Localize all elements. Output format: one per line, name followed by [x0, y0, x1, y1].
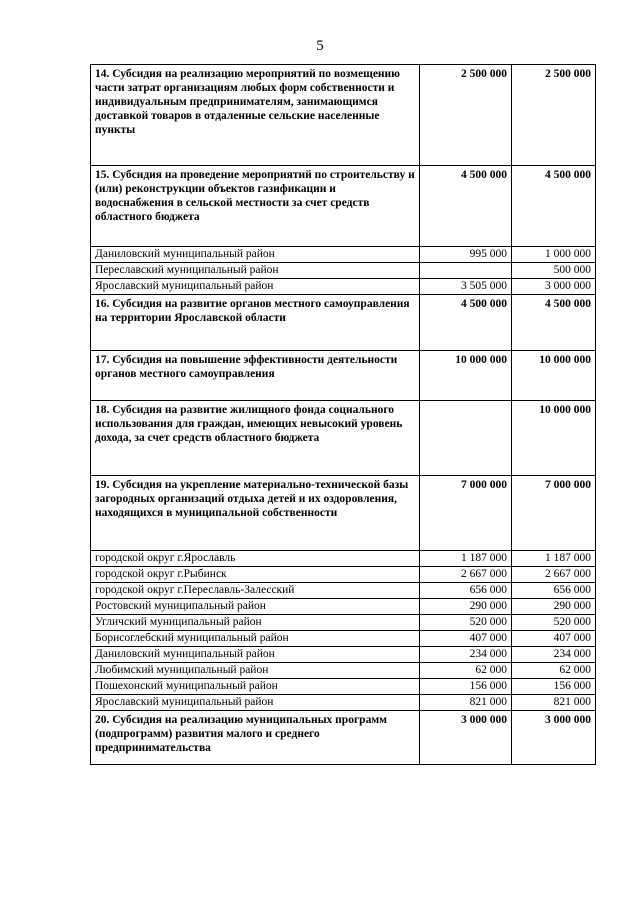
value-cell-1: 995 000: [420, 247, 512, 263]
value-cell-2: 1 000 000: [512, 247, 596, 263]
value-cell-2: 3 000 000: [512, 711, 596, 765]
value-cell-1: 10 000 000: [420, 351, 512, 401]
value-cell-2: 10 000 000: [512, 401, 596, 476]
page-number: 5: [316, 38, 324, 54]
value-cell-1: 290 000: [420, 599, 512, 615]
row-name-cell: городской округ г.Рыбинск: [91, 567, 420, 583]
value-cell-2: 2 500 000: [512, 65, 596, 166]
row-name-cell: 20. Субсидия на реализацию муниципальных программ (подпрограмм) развития малого и среднего предпринимательства: [91, 711, 420, 765]
row-name-cell: Переславский муниципальный район: [91, 263, 420, 279]
value-cell-1: 62 000: [420, 663, 512, 679]
value-cell-1: 3 505 000: [420, 279, 512, 295]
value-cell-1: 407 000: [420, 631, 512, 647]
row-name-cell: 14. Субсидия на реализацию мероприятий по возмещению части затрат организациям любых форм собственности и индивидуальным предпринимателям, занимающимся доставкой товаров в отдаленные сельские населенные пункты: [91, 65, 420, 166]
value-cell-1: 4 500 000: [420, 295, 512, 351]
value-cell-2: 821 000: [512, 695, 596, 711]
value-cell-2: 234 000: [512, 647, 596, 663]
value-cell-2: 10 000 000: [512, 351, 596, 401]
district-row: [91, 599, 596, 615]
row-name-cell: Борисоглебский муниципальный район: [91, 631, 420, 647]
value-cell-2: 1 187 000: [512, 551, 596, 567]
value-cell-1: [420, 401, 512, 476]
row-name-cell: Пошехонский муниципальный район: [91, 679, 420, 695]
district-row: [91, 551, 596, 567]
value-cell-1: 234 000: [420, 647, 512, 663]
row-name-cell: 19. Субсидия на укрепление материально-технической базы загородных организаций отдыха детей и их оздоровления, находящихся в муниципальной собственности: [91, 476, 420, 551]
district-row: [91, 631, 596, 647]
subsidy-table: [90, 64, 596, 765]
value-cell-1: 1 187 000: [420, 551, 512, 567]
value-cell-2: 656 000: [512, 583, 596, 599]
value-cell-1: 3 000 000: [420, 711, 512, 765]
value-cell-2: 4 500 000: [512, 166, 596, 247]
subsidy-row: [91, 711, 596, 765]
value-cell-2: 290 000: [512, 599, 596, 615]
value-cell-1: 156 000: [420, 679, 512, 695]
subsidy-row: [91, 166, 596, 247]
row-name-cell: Ростовский муниципальный район: [91, 599, 420, 615]
value-cell-1: 4 500 000: [420, 166, 512, 247]
value-cell-2: 2 667 000: [512, 567, 596, 583]
row-name-cell: Любимский муниципальный район: [91, 663, 420, 679]
row-name-cell: городской округ г.Ярославль: [91, 551, 420, 567]
district-row: [91, 263, 596, 279]
row-name-cell: городской округ г.Переславль-Залесский: [91, 583, 420, 599]
row-name-cell: Даниловский муниципальный район: [91, 647, 420, 663]
district-row: [91, 567, 596, 583]
value-cell-2: 500 000: [512, 263, 596, 279]
district-row: [91, 663, 596, 679]
value-cell-2: 3 000 000: [512, 279, 596, 295]
subsidy-row: [91, 295, 596, 351]
district-row: [91, 647, 596, 663]
row-name-cell: 15. Субсидия на проведение мероприятий по строительству и (или) реконструкции объектов газификации и водоснабжения в сельской местности за счет средств областного бюджета: [91, 166, 420, 247]
row-name-cell: Ярославский муниципальный район: [91, 279, 420, 295]
value-cell-1: 2 667 000: [420, 567, 512, 583]
value-cell-1: 2 500 000: [420, 65, 512, 166]
row-name-cell: 17. Субсидия на повышение эффективности деятельности органов местного самоуправления: [91, 351, 420, 401]
value-cell-1: 821 000: [420, 695, 512, 711]
value-cell-1: 656 000: [420, 583, 512, 599]
subsidy-row: [91, 351, 596, 401]
district-row: [91, 695, 596, 711]
district-row: [91, 679, 596, 695]
value-cell-2: 62 000: [512, 663, 596, 679]
value-cell-2: 4 500 000: [512, 295, 596, 351]
value-cell-2: 407 000: [512, 631, 596, 647]
value-cell-1: [420, 263, 512, 279]
value-cell-2: 7 000 000: [512, 476, 596, 551]
subsidy-row: [91, 65, 596, 166]
value-cell-2: 156 000: [512, 679, 596, 695]
subsidy-row: [91, 476, 596, 551]
row-name-cell: Угличский муниципальный район: [91, 615, 420, 631]
subsidy-table-body: [91, 65, 596, 765]
row-name-cell: Ярославский муниципальный район: [91, 695, 420, 711]
value-cell-1: 7 000 000: [420, 476, 512, 551]
value-cell-1: 520 000: [420, 615, 512, 631]
row-name-cell: Даниловский муниципальный район: [91, 247, 420, 263]
row-name-cell: 18. Субсидия на развитие жилищного фонда социального использования для граждан, имеющих невысокий уровень дохода, за счет средств областного бюджета: [91, 401, 420, 476]
district-row: [91, 583, 596, 599]
value-cell-2: 520 000: [512, 615, 596, 631]
district-row: [91, 247, 596, 263]
district-row: [91, 279, 596, 295]
row-name-cell: 16. Субсидия на развитие органов местного самоуправления на территории Ярославской области: [91, 295, 420, 351]
subsidy-row: [91, 401, 596, 476]
district-row: [91, 615, 596, 631]
